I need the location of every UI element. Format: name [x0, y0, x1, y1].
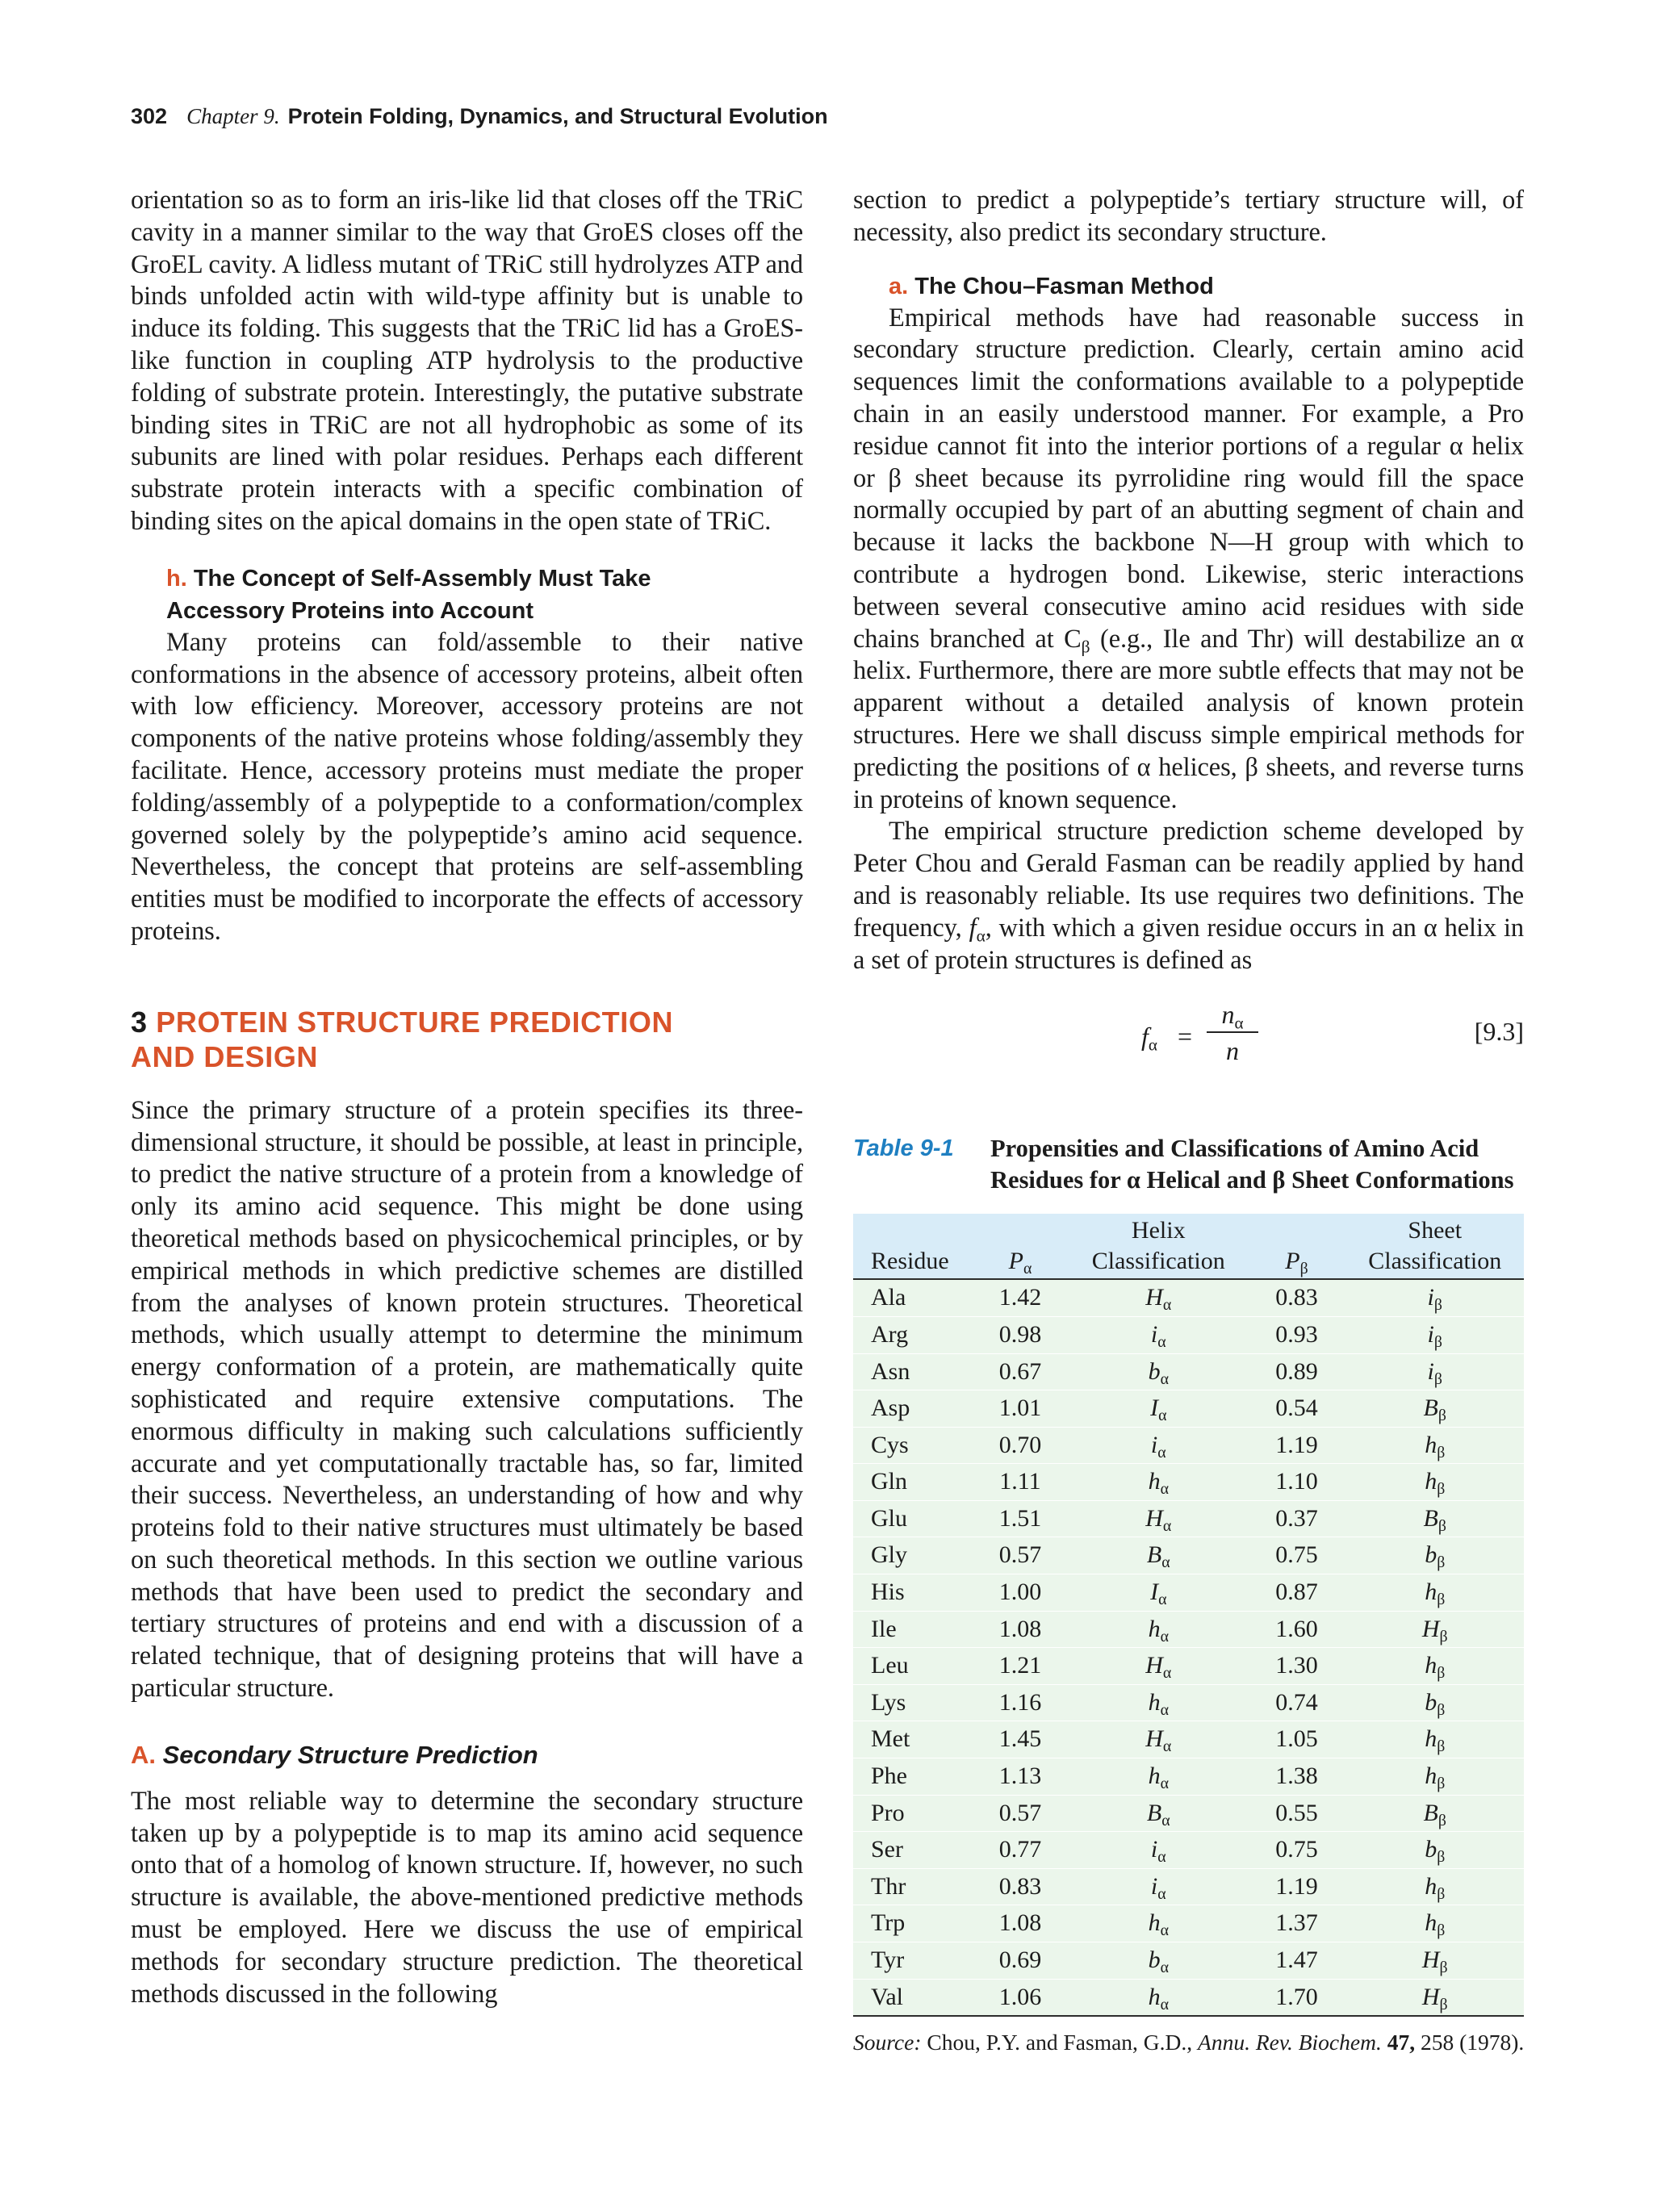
residue-cell: Trp: [871, 1909, 906, 1937]
chou-fasman-paragraph-1: Empirical methods have had reasonable success in secondary structure prediction. Clearly, certain amino acid sequences limit the conformations available to a polypeptide chain in an easily understood manner. For example, a Pro residue cannot fit into the interior portions of a regular α helix or β sheet because its pyrrolidine ring would fill the space normally occupied by part of an abutting segment of chain and because it lacks the backbone N—H group with which to contribute a hydrogen bond. Likewise, steric interactions between several consecutive amino acid residues with side chains branched at $C_\beta$ (e.g., Ile and Thr) will destabilize an α helix. Furthermore, there are more subtle effects that may not be apparent without a detailed analysis of known protein structures. Here we shall discuss simple empirical methods for predicting the positions of α helices, β sheets, and reverse turns in proteins of known sequence.: [853, 303, 1524, 814]
sheet-class-cell: $h_\beta$: [1425, 1579, 1446, 1609]
table-row: [853, 1279, 1524, 1316]
helix-class-cell: $B_\alpha$: [1146, 1799, 1170, 1829]
equation-9-3: [853, 999, 1524, 1080]
p-beta-cell: 1.30: [1275, 1652, 1318, 1679]
table-row: [853, 1979, 1524, 2016]
table-row: [853, 1353, 1524, 1390]
running-head: [131, 100, 1567, 132]
p-beta-cell: 0.54: [1275, 1395, 1318, 1422]
sheet-class-cell: $i_\beta$: [1427, 1357, 1442, 1388]
helix-class-cell: $i_\alpha$: [1150, 1320, 1166, 1351]
subsection-h-letter: h.: [166, 565, 187, 592]
chapter-label: Chapter 9.: [186, 104, 280, 128]
p-alpha-cell: 0.57: [998, 1799, 1042, 1826]
residue-cell: Pro: [871, 1799, 905, 1826]
residue-cell: His: [871, 1579, 905, 1606]
section-A-heading: [131, 1739, 803, 1771]
header-helix-classification: Helix Classification: [1069, 1214, 1248, 1279]
helix-class-cell: $H_\alpha$: [1145, 1725, 1172, 1756]
section-3-body: Since the primary structure of a protein specifies its three-dimensional structure, it should be possible, at least in principle, to predict the native structure of a protein from a knowledge of only its amino acid sequence. This might be done using theoretical methods based on physicochemical principles, or by empirical methods in which predictive schemes are distilled from the analyses of known protein structures. Theoretical methods, which usually attempt to determine the minimum energy conformation of a protein, are mathematically quite sophisticated and require extensive computations. The enormous difficulty in making such calculations sufficiently accurate and yet computationally tractable has, so far, limited their success. Nevertheless, an understanding of how and why proteins fold to their native structures must ultimately be based on such theoretical methods. In this section we outline various methods that have been used to predict the secondary and tertiary structures of proteins and end with a discussion of a related technique, that of designing proteins that will have a particular structure.: [131, 1095, 803, 1704]
subsection-h-body: Many proteins can fold/assemble to their native conformations in the absence of accessory proteins, albeit often with low efficiency. Moreover, accessory proteins are not components of the native proteins whose folding/assembly they facilitate. Hence, accessory proteins must mediate the proper folding/assembly of a polypeptide to a conformation/complex governed solely by the polypeptide’s amino acid sequence. Nevertheless, the concept that proteins are self-assembling entities must be modified to incorporate the effects of accessory proteins.: [131, 627, 803, 946]
p-beta-cell: 0.83: [1275, 1284, 1318, 1311]
sheet-class-cell: $H_\beta$: [1421, 1615, 1448, 1645]
residue-cell: Val: [871, 1983, 903, 2010]
table-row: [853, 1574, 1524, 1612]
section-3-title-line2: AND DESIGN: [131, 1039, 319, 1073]
table-row: [853, 1537, 1524, 1574]
chapter-title: Protein Folding, Dynamics, and Structural Evolution: [287, 104, 828, 128]
helix-class-cell: $B_\alpha$: [1146, 1541, 1170, 1572]
residue-cell: Leu: [871, 1652, 909, 1679]
residue-cell: Gly: [871, 1541, 907, 1569]
right-column: [853, 185, 1524, 2057]
header-residue: Residue: [853, 1214, 971, 1279]
subsection-h-heading: [131, 562, 803, 627]
helix-class-cell: $h_\alpha$: [1148, 1909, 1169, 1940]
sheet-class-cell: $h_\beta$: [1425, 1762, 1446, 1792]
table-row: [853, 1832, 1524, 1869]
p-alpha-cell: 1.45: [998, 1725, 1042, 1753]
p-alpha-cell: 1.08: [998, 1615, 1042, 1642]
table-row: [853, 1427, 1524, 1464]
p-beta-cell: 1.47: [1275, 1946, 1318, 1974]
sheet-class-cell: $b_\beta$: [1425, 1541, 1446, 1572]
sheet-class-cell: $H_\beta$: [1421, 1983, 1448, 2013]
subsection-h-title-line1: The Concept of Self-Assembly Must Take: [193, 565, 651, 592]
equation-fraction: $n_\alpha$ n: [1207, 999, 1258, 1065]
p-beta-cell: 1.70: [1275, 1983, 1318, 2010]
table-row: [853, 1648, 1524, 1685]
residue-cell: Gln: [871, 1468, 907, 1495]
helix-class-cell: $I_\alpha$: [1150, 1395, 1167, 1425]
p-alpha-cell: 0.83: [998, 1872, 1042, 1900]
section-3-number: 3: [131, 1005, 148, 1039]
table-row: [853, 1721, 1524, 1758]
sheet-class-cell: $B_\beta$: [1423, 1799, 1446, 1829]
residue-cell: Arg: [871, 1320, 909, 1348]
residue-cell: Glu: [871, 1504, 907, 1532]
p-beta-cell: 0.93: [1275, 1320, 1318, 1348]
section-3-heading: [131, 1005, 803, 1074]
table-row: [853, 1500, 1524, 1537]
sheet-class-cell: $h_\beta$: [1425, 1431, 1446, 1461]
p-alpha-cell: 1.16: [998, 1688, 1042, 1716]
sheet-class-cell: $h_\beta$: [1425, 1909, 1446, 1940]
chou-fasman-paragraph-2: The empirical structure prediction scheme developed by Peter Chou and Gerald Fasman can be readily applied by hand and is reasonably reliable. Its use requires two definitions. The frequency, $f_\alpha$, with which a given residue occurs in an α helix in a set of protein structures is defined as: [853, 817, 1524, 975]
p-beta-cell: 1.10: [1275, 1468, 1318, 1495]
helix-class-cell: $i_\alpha$: [1150, 1836, 1166, 1867]
propensity-table: [853, 1214, 1524, 2017]
left-column: [131, 185, 803, 2010]
table-row: [853, 1942, 1524, 1980]
section-A-body: The most reliable way to determine the secondary structure taken up by a polypeptide is to map its amino acid sequence onto that of a homolog of known structure. If, however, no such structure is available, the above-mentioned predictive methods must be employed. Here we discuss the use of empirical methods for secondary structure prediction. The theoretical methods discussed in the following: [131, 1786, 803, 2009]
p-beta-cell: 0.74: [1275, 1688, 1318, 1716]
subsection-a-heading: [853, 270, 1524, 303]
p-beta-cell: 0.75: [1275, 1836, 1318, 1863]
p-beta-cell: 0.55: [1275, 1799, 1318, 1826]
helix-class-cell: $H_\alpha$: [1145, 1284, 1172, 1315]
p-beta-cell: 1.19: [1275, 1872, 1318, 1900]
helix-class-cell: $i_\alpha$: [1150, 1872, 1166, 1903]
residue-cell: Lys: [871, 1688, 906, 1716]
p-alpha-cell: 1.13: [998, 1762, 1042, 1790]
equation-lhs: $f_\alpha$: [1141, 1022, 1157, 1055]
table-row: [853, 1868, 1524, 1905]
residue-cell: Cys: [871, 1431, 909, 1458]
equation-label: [9.3]: [1474, 1017, 1524, 1047]
sheet-class-cell: $h_\beta$: [1425, 1725, 1446, 1756]
residue-cell: Tyr: [871, 1946, 905, 1974]
header-sheet-classification: Sheet Classification: [1346, 1214, 1525, 1279]
p-alpha-cell: 0.70: [998, 1431, 1042, 1458]
table-row: [853, 1464, 1524, 1501]
fraction-bar: [1207, 1031, 1258, 1033]
p-alpha-cell: 1.06: [998, 1983, 1042, 2010]
table-row: [853, 1795, 1524, 1832]
table-body: [853, 1279, 1524, 2016]
residue-cell: Asn: [871, 1357, 910, 1385]
sheet-class-cell: $b_\beta$: [1425, 1688, 1446, 1719]
right-continuation: section to predict a polypeptide’s tertiary structure will, of necessity, also predict its secondary structure.: [853, 186, 1524, 247]
sheet-class-cell: $b_\beta$: [1425, 1836, 1446, 1867]
table-row: [853, 1758, 1524, 1796]
p-alpha-cell: 1.11: [999, 1468, 1041, 1495]
sheet-class-cell: $h_\beta$: [1425, 1652, 1446, 1683]
table-row: [853, 1905, 1524, 1942]
helix-class-cell: $H_\alpha$: [1145, 1504, 1172, 1535]
p-alpha-cell: 0.69: [998, 1946, 1042, 1974]
p-alpha-cell: 1.00: [998, 1579, 1042, 1606]
page-number: 302: [131, 104, 168, 128]
p-alpha-cell: 0.98: [998, 1320, 1042, 1348]
section-A-title: Secondary Structure Prediction: [162, 1740, 538, 1769]
subsection-a-letter: a.: [889, 273, 909, 299]
helix-class-cell: $h_\alpha$: [1148, 1468, 1169, 1499]
helix-class-cell: $h_\alpha$: [1148, 1688, 1169, 1719]
p-alpha-cell: 1.08: [998, 1909, 1042, 1937]
p-alpha-cell: 0.57: [998, 1541, 1042, 1569]
helix-class-cell: $I_\alpha$: [1150, 1579, 1167, 1609]
helix-class-cell: $H_\alpha$: [1145, 1652, 1172, 1683]
helix-class-cell: $b_\alpha$: [1148, 1357, 1169, 1388]
p-alpha-cell: 1.01: [998, 1395, 1042, 1422]
header-p-beta: $P_\beta$: [1248, 1214, 1346, 1279]
helix-class-cell: $i_\alpha$: [1150, 1431, 1166, 1461]
section-A-letter: A.: [131, 1740, 156, 1769]
table-row: [853, 1611, 1524, 1648]
p-beta-cell: 1.60: [1275, 1615, 1318, 1642]
sheet-class-cell: $h_\beta$: [1425, 1872, 1446, 1903]
sheet-class-cell: $i_\beta$: [1427, 1320, 1442, 1351]
sheet-class-cell: $B_\beta$: [1423, 1395, 1446, 1425]
p-alpha-cell: 0.67: [998, 1357, 1042, 1385]
helix-class-cell: $h_\alpha$: [1148, 1762, 1169, 1792]
p-beta-cell: 0.87: [1275, 1579, 1318, 1606]
residue-cell: Ala: [871, 1284, 906, 1311]
table-header-row: [853, 1214, 1524, 1279]
helix-class-cell: $b_\alpha$: [1148, 1946, 1169, 1976]
subsection-a-title: The Chou–Fasman Method: [914, 273, 1214, 299]
table-source: Source: Chou, P.Y. and Fasman, G.D., Annu. Rev. Biochem. 47, 258 (1978).: [853, 2030, 1525, 2055]
helix-class-cell: $h_\alpha$: [1148, 1615, 1169, 1645]
p-alpha-cell: 0.77: [998, 1836, 1042, 1863]
p-alpha-cell: 1.51: [998, 1504, 1042, 1532]
equation-equals: =: [1178, 1022, 1193, 1052]
residue-cell: Thr: [871, 1872, 906, 1900]
residue-cell: Met: [871, 1725, 910, 1753]
table-title: Propensities and Classifications of Amino Acid Residues for α Helical and β Sheet Conformations: [990, 1135, 1514, 1194]
subsection-h-title-line2: Accessory Proteins into Account: [166, 597, 534, 624]
sheet-class-cell: $B_\beta$: [1423, 1504, 1446, 1535]
p-beta-cell: 1.38: [1275, 1762, 1318, 1790]
p-beta-cell: 0.37: [1275, 1504, 1318, 1532]
table-row: [853, 1316, 1524, 1353]
residue-cell: Ser: [871, 1836, 903, 1863]
intro-paragraph: orientation so as to form an iris-like lid that closes off the TRiC cavity in a manner similar to the way that GroES closes off the GroEL cavity. A lidless mutant of TRiC still hydrolyzes ATP and binds unfolded actin with wild-type affinity but is unable to induce its folding. This suggests that the TRiC lid has a GroES-like function in coupling ATP hydrolysis to the productive folding of substrate protein. Interestingly, the putative substrate binding sites in TRiC are not all hydrophobic as some of its subunits are lined with polar residues. Perhaps each different substrate protein interacts with a specific combination of binding sites on the apical domains in the open state of TRiC.: [131, 186, 803, 536]
residue-cell: Ile: [871, 1615, 897, 1642]
table-caption: [853, 1133, 1524, 1196]
helix-class-cell: $h_\alpha$: [1148, 1983, 1169, 2013]
p-beta-cell: 0.89: [1275, 1357, 1318, 1385]
p-beta-cell: 1.19: [1275, 1431, 1318, 1458]
residue-cell: Asp: [871, 1395, 910, 1422]
p-alpha-cell: 1.21: [998, 1652, 1042, 1679]
p-beta-cell: 1.37: [1275, 1909, 1318, 1937]
table-row: [853, 1684, 1524, 1721]
sheet-class-cell: $H_\beta$: [1421, 1946, 1448, 1976]
p-beta-cell: 1.05: [1275, 1725, 1318, 1753]
sheet-class-cell: $i_\beta$: [1427, 1284, 1442, 1315]
table-row: [853, 1390, 1524, 1428]
section-3-title-line1: PROTEIN STRUCTURE PREDICTION: [156, 1005, 674, 1039]
p-alpha-cell: 1.42: [998, 1284, 1042, 1311]
residue-cell: Phe: [871, 1762, 907, 1790]
p-beta-cell: 0.75: [1275, 1541, 1318, 1569]
header-p-alpha: $P_\alpha$: [971, 1214, 1069, 1279]
sheet-class-cell: $h_\beta$: [1425, 1468, 1446, 1499]
table-number: Table 9-1: [853, 1135, 954, 1162]
